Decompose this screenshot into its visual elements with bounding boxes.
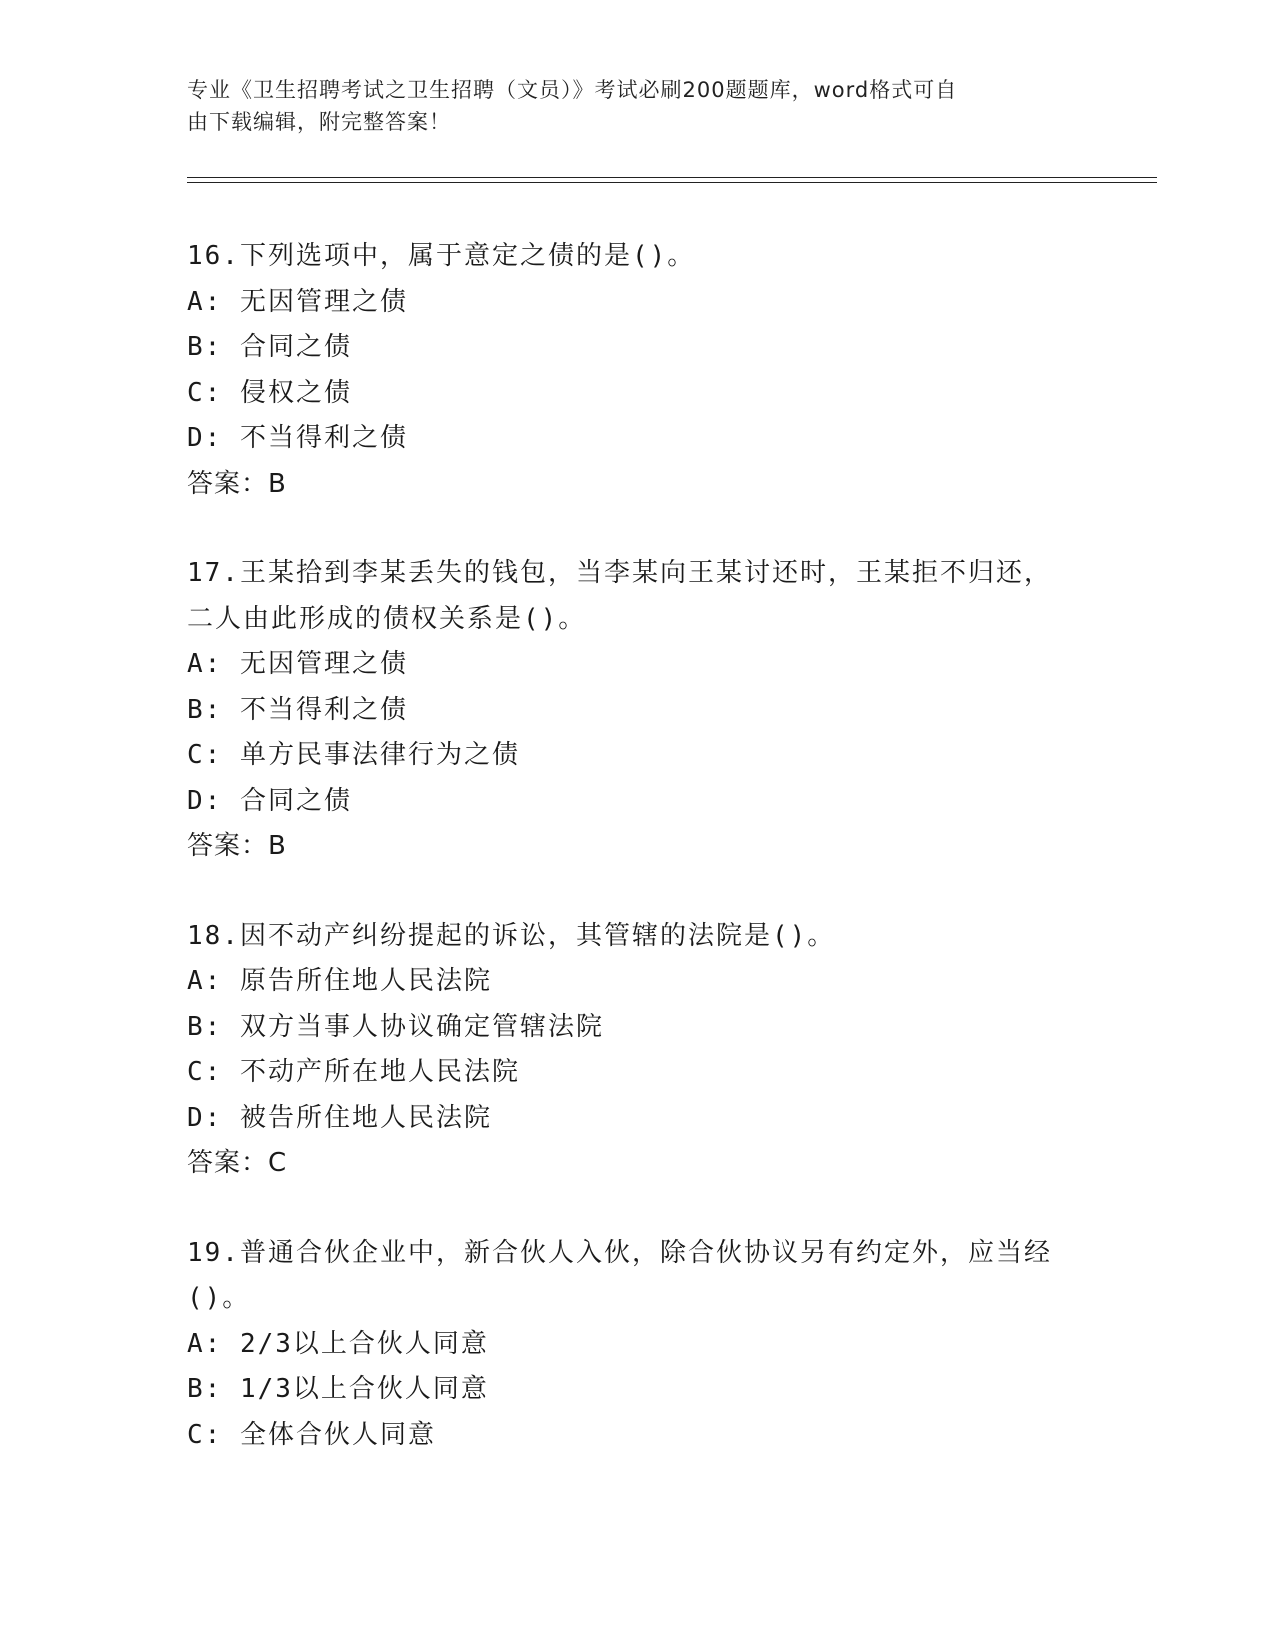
question-text: 18.因不动产纠纷提起的诉讼，其管辖的法院是()。	[187, 920, 836, 951]
option-b: B: 合同之债	[187, 332, 352, 362]
question-text: 17.王某拾到李某丢失的钱包，当李某向王某讨还时，王某拒不归还，	[187, 558, 1052, 588]
header-line-1: 专业《卫生招聘考试之卫生招聘（文员）》考试必刷200题题库，word格式可自	[187, 78, 958, 102]
question-text: 19.普通合伙企业中，新合伙人入伙，除合伙协议另有约定外，应当经	[187, 1237, 1052, 1268]
option-d: D: 合同之债	[187, 785, 352, 816]
option-d: D: 被告所住地人民法院	[187, 1102, 492, 1133]
option-c: C: 单方民事法律行为之债	[187, 740, 520, 770]
option-a: A: 无因管理之债	[187, 286, 408, 317]
option-b: B: 1/3以上合伙人同意	[187, 1374, 489, 1404]
answer-line: 答案：C	[187, 1148, 288, 1178]
option-a: A: 2/3以上合伙人同意	[187, 1328, 489, 1359]
question-17	[187, 551, 1087, 870]
option-a: A: 无因管理之债	[187, 649, 408, 679]
header-divider-bottom	[187, 182, 1157, 183]
option-a: A: 原告所住地人民法院	[187, 966, 492, 996]
header-line-2: 由下载编辑，附完整答案！	[187, 110, 451, 134]
question-text-continued: 二人由此形成的债权关系是()。	[187, 603, 587, 634]
question-list	[187, 234, 1087, 1502]
option-c: C: 不动产所在地人民法院	[187, 1057, 520, 1087]
option-b: B: 双方当事人协议确定管辖法院	[187, 1011, 604, 1042]
header-divider-top	[187, 177, 1157, 178]
option-b: B: 不当得利之债	[187, 694, 408, 725]
question-text: 16.下列选项中，属于意定之债的是()。	[187, 241, 696, 271]
question-19	[187, 1231, 1087, 1459]
question-18	[187, 914, 1087, 1187]
option-d: D: 不当得利之债	[187, 423, 408, 453]
option-c: C: 全体合伙人同意	[187, 1419, 436, 1450]
question-16	[187, 234, 1087, 507]
question-text-continued: ()。	[187, 1283, 251, 1313]
answer-line: 答案：B	[187, 468, 287, 499]
document-header	[187, 74, 1067, 138]
answer-line: 答案：B	[187, 831, 287, 861]
option-c: C: 侵权之债	[187, 377, 352, 408]
